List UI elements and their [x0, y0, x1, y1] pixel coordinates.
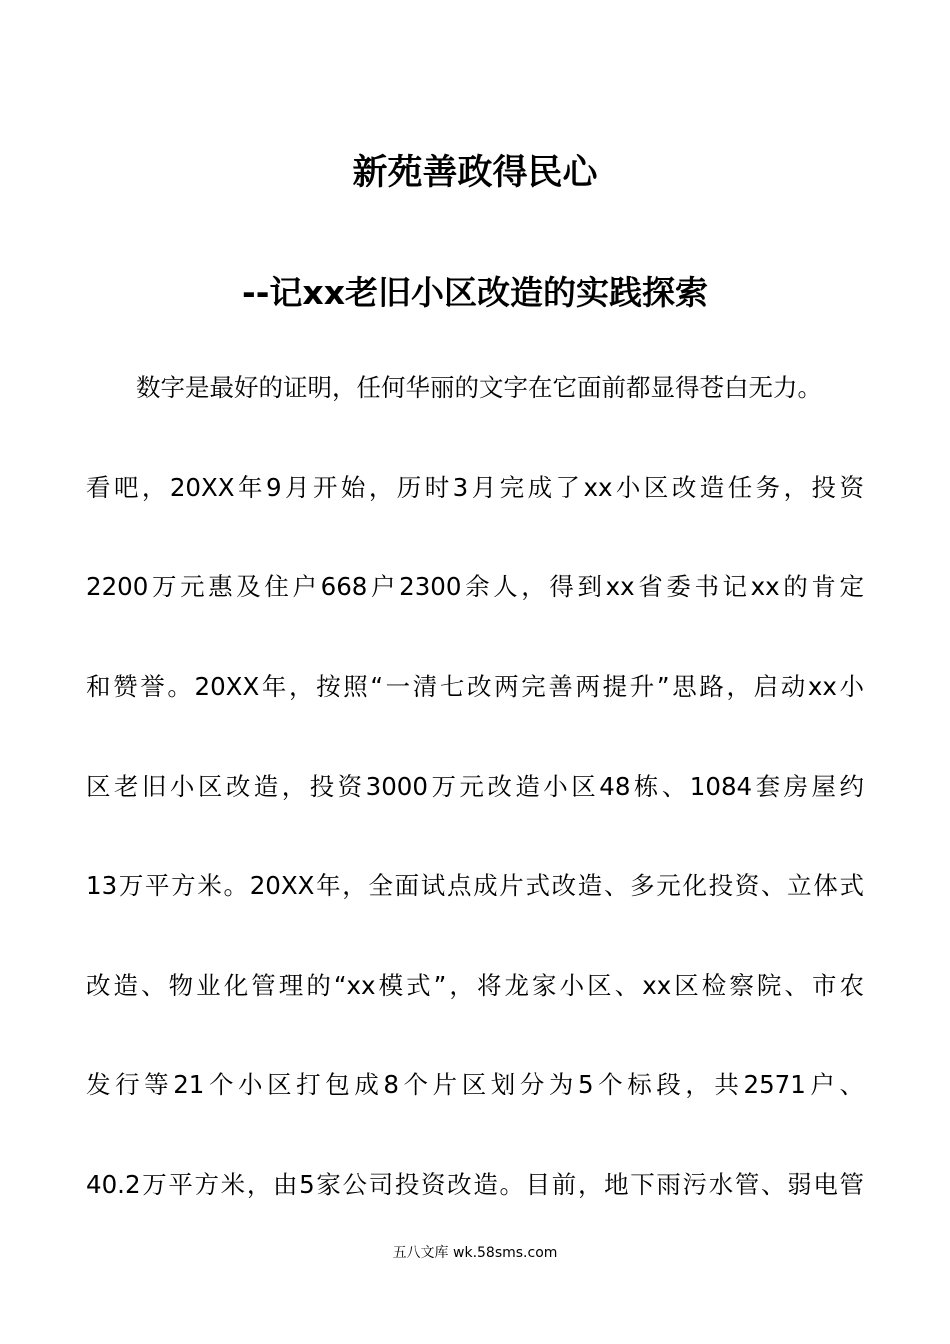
paragraph-line: 区老旧小区改造，投资3000万元改造小区48栋、1084套房屋约	[86, 772, 864, 801]
paragraph-line: 40.2万平方米，由5家公司投资改造。目前，地下雨污水管、弱电管	[86, 1170, 864, 1199]
paragraph-line: 改造、物业化管理的“xx模式”，将龙家小区、xx区检察院、市农	[86, 971, 864, 1000]
paragraph-line: 2200万元惠及住户668户2300余人，得到xx省委书记xx的肯定	[86, 572, 864, 601]
paragraph-line: 和赞誉。20XX年，按照“一清七改两完善两提升”思路，启动xx小	[86, 672, 864, 701]
document-subtitle: --记xx老旧小区改造的实践探索	[242, 273, 708, 312]
paragraph-line: 13万平方米。20XX年，全面试点成片式改造、多元化投资、立体式	[86, 871, 864, 900]
document-title: 新苑善政得民心	[352, 153, 598, 193]
footer-watermark: 五八文库 wk.58sms.com	[392, 1245, 558, 1261]
paragraph-line: 发行等21个小区打包成8个片区划分为5个标段，共2571户、	[86, 1070, 864, 1099]
paragraph-line: 看吧，20XX年9月开始，历时3月完成了xx小区改造任务，投资	[86, 473, 864, 502]
paragraph-line: 数字是最好的证明，任何华丽的文字在它面前都显得苍白无力。	[136, 373, 822, 402]
